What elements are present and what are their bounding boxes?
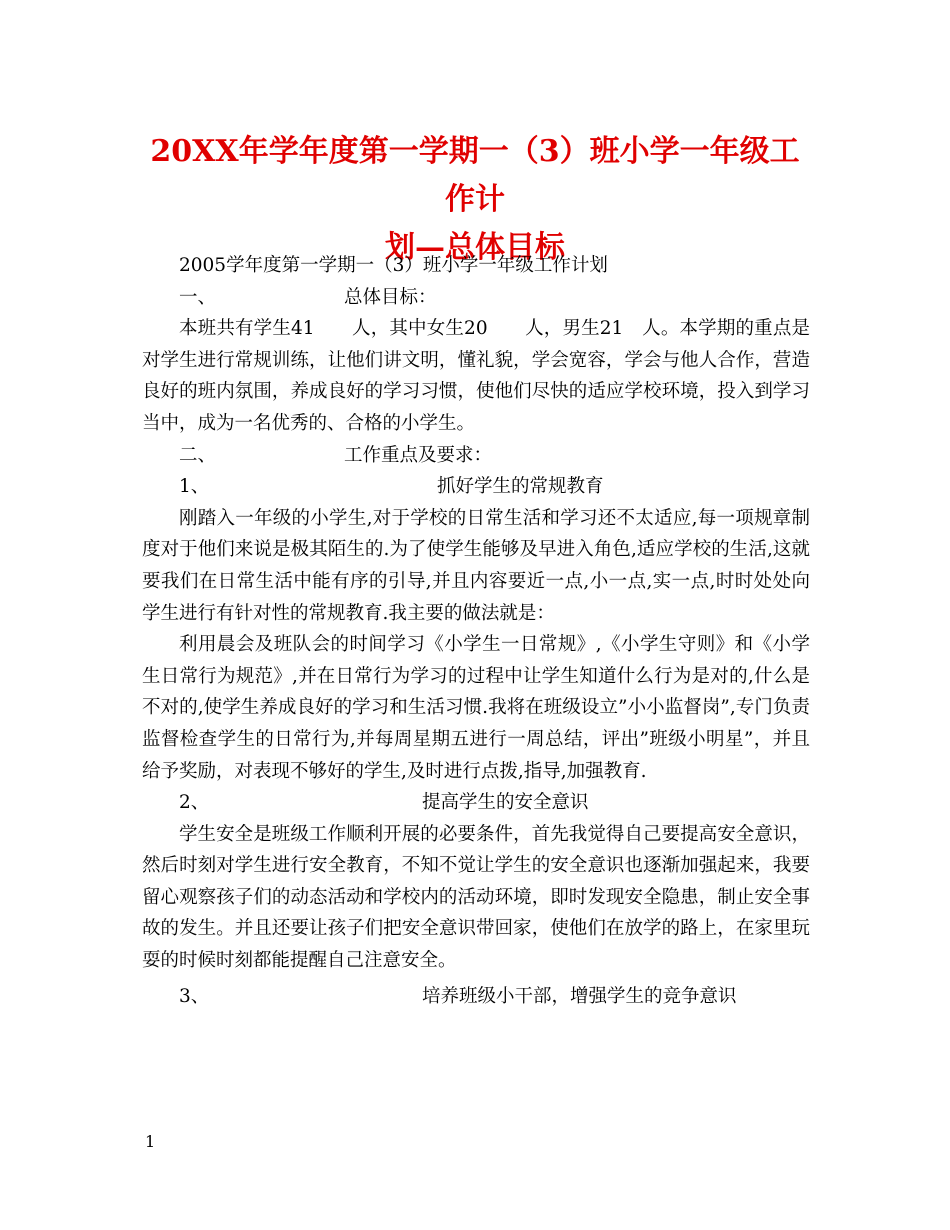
section-heading-1: [142, 282, 810, 314]
title-line-2: 划—总体目标: [385, 230, 565, 265]
intro-line: 2005学年度第一学期一（3）班小学一年级工作计划: [179, 255, 608, 276]
item-heading-1: [142, 471, 810, 503]
item-heading-2: [142, 787, 810, 819]
page-number: 1: [145, 1132, 156, 1151]
item-number: 1、: [179, 476, 210, 498]
item-label: 抓好学生的常规教育: [437, 476, 604, 498]
section-label: 工作重点及要求：: [344, 444, 493, 466]
title-line-1: 20XX年学年度第一学期一（3）班小学一年级工作计: [150, 134, 800, 217]
section-number: 二、: [179, 444, 217, 466]
paragraph-class-overview: 本班共有学生41 人，其中女生20 人，男生21 人。本学期的重点是对学生进行常规训练，让他们讲文明，懂礼貌，学会宽容，学会与他人合作，营造良好的班内氛围，养成良好的学习习惯，使他们尽快的适应学校环境，投入到学习当中，成为一名优秀的、合格的小学生。: [142, 318, 810, 434]
document-body: [142, 250, 810, 1012]
item-number: 3、: [179, 985, 210, 1007]
item-label: 提高学生的安全意识: [422, 792, 589, 814]
section-number: 一、: [179, 286, 217, 308]
item-number: 2、: [179, 792, 210, 814]
section-label: 总体目标：: [344, 286, 437, 308]
item-heading-3: [142, 981, 810, 1013]
paragraph-routine-education: 刚踏入一年级的小学生,对于学校的日常生活和学习还不太适应,每一项规章制度对于他们来说是极其陌生的.为了使学生能够及早进入角色,适应学校的生活,这就要我们在日常生活中能有序的引导,并且内容要近一点,小一点,实一点,时时处处向学生进行有针对性的常规教育.我主要的做法就是：: [142, 507, 810, 624]
paragraph-safety: 学生安全是班级工作顺利开展的必要条件，首先我觉得自己要提高安全意识，然后时刻对学生进行安全教育，不知不觉让学生的安全意识也逐渐加强起来，我要留心观察孩子们的动态活动和学校内的活动环境，即时发现安全隐患，制止安全事故的发生。并且还要让孩子们把安全意识带回家，使他们在放学的路上，在家里玩耍的时候时刻都能提醒自己注意安全。: [142, 823, 810, 972]
paragraph-method: 利用晨会及班队会的时间学习《小学生一日常规》,《小学生守则》和《小学生日常行为规范》,并在日常行为学习的过程中让学生知道什么行为是对的,什么是不对的,使学生养成良好的学习和生活习惯.我将在班级设立”小小监督岗”,专门负责监督检查学生的日常行为,并每周星期五进行一周总结，评出”班级小明星”，并且给予奖励，对表现不够好的学生,及时进行点拨,指导,加强教育.: [142, 634, 810, 782]
item-label: 培养班级小干部，增强学生的竞争意识: [422, 985, 737, 1007]
section-heading-2: [142, 440, 810, 472]
